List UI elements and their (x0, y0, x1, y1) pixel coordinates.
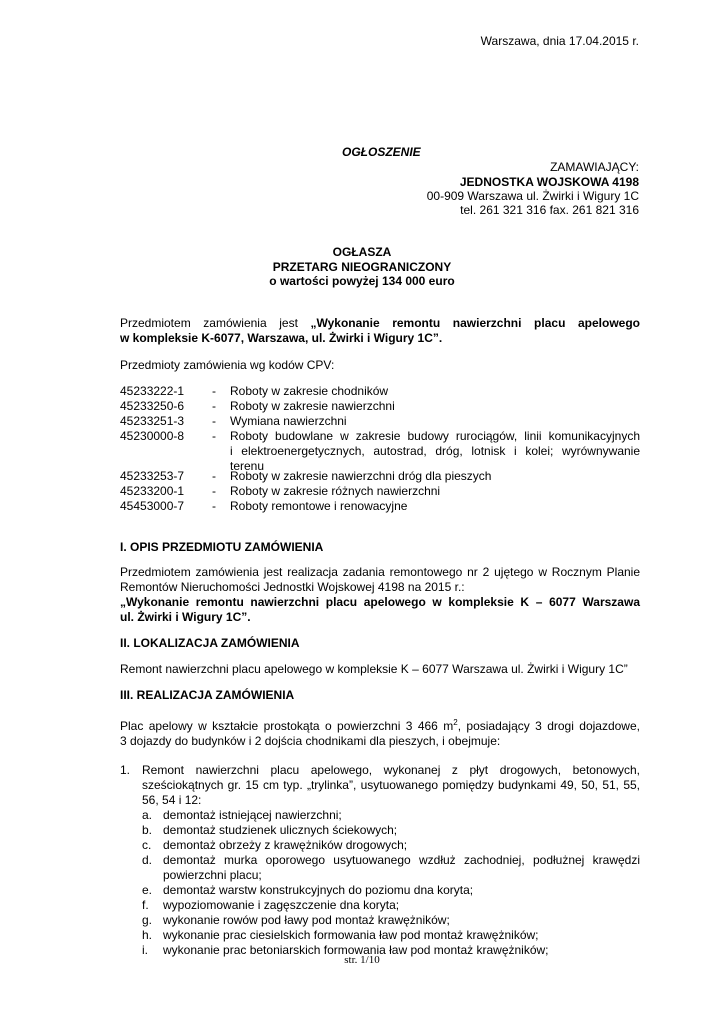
section-1-bold-1: „Wykonanie remontu nawierzchni placu apelowego w kompleksie K – 6077 Warszawa (120, 595, 640, 609)
subitem-text: demontaż studzienek ulicznych ściekowych; (163, 823, 398, 837)
section-3-intro-1 (120, 719, 640, 734)
section-2-line: Remont nawierzchni placu apelowego w kompleksie K – 6077 Warszawa ul. Żwirki i Wigury 1C” (120, 662, 628, 676)
cpv-dash: - (212, 429, 216, 443)
cpv-row (120, 384, 640, 400)
cpv-dash: - (212, 384, 216, 398)
subitem-text: demontaż murka oporowego usytuowanego wzdłuż zachodniej, podłużnej krawędzi (163, 853, 640, 867)
section-1-heading: I. OPIS PRZEDMIOTU ZAMÓWIENIA (120, 540, 324, 554)
subject-prefix: Przedmiotem zamówienia jest (120, 316, 311, 330)
area-unit-superscript: 2 (453, 718, 458, 727)
cpv-description: i elektroenergetycznych, autostrad, dróg, lotnisk i kolei; wyrównywanie (230, 444, 640, 458)
item-1-number: 1. (120, 763, 131, 777)
cpv-row (120, 484, 640, 500)
subitem-text: wykonanie prac betoniarskich formowania ław pod montaż krawężników; (163, 943, 549, 957)
section-1-bold-2: ul. Żwirki i Wigury 1C”. (120, 610, 251, 624)
subitem-letter: h. (142, 928, 153, 942)
cpv-row (120, 469, 640, 485)
cpv-dash: - (212, 399, 216, 413)
section-2-heading: II. LOKALIZACJA ZAMÓWIENIA (120, 636, 300, 650)
subitem-text: wykonanie prac ciesielskich formowania ław pod montaż krawężników; (163, 928, 539, 942)
section-1-line-1: Przedmiotem zamówienia jest realizacja zadania remontowego nr 2 ujętego w Rocznym Planie (120, 565, 640, 579)
cpv-description: Roboty remontowe i renowacyjne (230, 499, 408, 513)
subitem-letter: e. (142, 883, 153, 897)
subitem-letter: c. (142, 838, 152, 852)
section-3-intro-b: , posiadający 3 drogi dojazdowe, (457, 719, 640, 733)
announce-line-3: o wartości powyżej 134 000 euro (269, 274, 455, 288)
cpv-code: 45230000-8 (120, 429, 185, 443)
item-1-line-3: 56, 54 i 12: (142, 793, 202, 807)
cpv-row (120, 429, 640, 473)
cpv-description: Wymiana nawierzchni (230, 414, 347, 428)
cpv-dash: - (212, 499, 216, 513)
cpv-dash: - (212, 414, 216, 428)
date-line: Warszawa, dnia 17.04.2015 r. (480, 34, 639, 48)
subitem-text: demontaż istniejącej nawierzchni; (163, 808, 342, 822)
cpv-code: 45233250-6 (120, 399, 185, 413)
section-3-intro-2: 3 dojazdy do budynków i 2 dojścia chodnikami dla pieszych, i obejmuje: (120, 734, 501, 748)
cpv-description: Roboty w zakresie różnych nawierzchni (230, 484, 441, 498)
subject-bold-1: „Wykonanie remontu nawierzchni placu apelowego (310, 316, 640, 330)
announce-line-2: PRZETARG NIEOGRANICZONY (272, 260, 452, 274)
cpv-row (120, 399, 640, 415)
cpv-row (120, 499, 640, 515)
item-1-line-1: Remont nawierzchni placu apelowego, wykonanej z płyt drogowych, betonowych, (142, 763, 640, 777)
page-number: str. 1/10 (344, 954, 380, 966)
subitem-text: wykonanie rowów pod ławy pod montaż krawężników; (163, 913, 450, 927)
section-3-intro-a: Plac apelowy w kształcie prostokąta o powierzchni 3 466 m (120, 719, 454, 733)
subitem-letter: g. (142, 913, 153, 927)
subitem-text: demontaż warstw konstrukcyjnych do poziomu dna koryta; (163, 883, 474, 897)
section-1-line-2: Remontów Nieruchomości Jednostki Wojskowej 4198 na 2015 r.: (120, 580, 465, 594)
contracting-name: JEDNOSTKA WOJSKOWA 4198 (459, 175, 639, 189)
cpv-code: 45233222-1 (120, 384, 185, 398)
subject-line-2: w kompleksie K-6077, Warszawa, ul. Żwirki i Wigury 1C”. (120, 331, 443, 345)
cpv-description: Roboty w zakresie chodników (230, 384, 389, 398)
cpv-code: 45233253-7 (120, 469, 185, 483)
cpv-intro: Przedmioty zamówienia wg kodów CPV: (120, 358, 335, 372)
cpv-dash: - (212, 469, 216, 483)
contracting-label: ZAMAWIAJĄCY: (550, 160, 639, 174)
item-1-line-2: sześciokątnych gr. 15 cm typ. „trylinka”, usytuowanego pomiędzy budynkami 49, 50, 51, 55, (142, 778, 640, 792)
subitem-text: powierzchni placu; (163, 868, 262, 882)
subitem-letter: a. (142, 808, 153, 822)
subitem-letter: b. (142, 823, 153, 837)
subject-line-1 (120, 316, 640, 331)
cpv-code: 45233200-1 (120, 484, 185, 498)
cpv-description: Roboty w zakresie nawierzchni (230, 399, 395, 413)
section-3-heading: III. REALIZACJA ZAMÓWIENIA (120, 688, 295, 702)
document-title: OGŁOSZENIE (342, 145, 421, 159)
subitem-letter: i. (142, 943, 148, 957)
cpv-code: 45233251-3 (120, 414, 185, 428)
cpv-description: Roboty budowlane w zakresie budowy rurociągów, linii komunikacyjnych (230, 429, 640, 443)
cpv-code: 45453000-7 (120, 499, 185, 513)
announce-line-1: OGŁASZA (332, 245, 392, 259)
cpv-description: Roboty w zakresie nawierzchni dróg dla pieszych (230, 469, 492, 483)
subitem-letter: d. (142, 853, 153, 867)
subitem-letter: f. (142, 898, 149, 912)
cpv-dash: - (212, 484, 216, 498)
subitem-text: demontaż obrzeży z krawężników drogowych; (163, 838, 408, 852)
contracting-address: 00-909 Warszawa ul. Żwirki i Wigury 1C (426, 189, 639, 203)
cpv-description: terenu (230, 459, 265, 473)
subitem-text: wypoziomowanie i zagęszczenie dna koryta; (163, 898, 400, 912)
contracting-phones: tel. 261 321 316 fax. 261 821 316 (460, 203, 639, 217)
cpv-row (120, 414, 640, 430)
